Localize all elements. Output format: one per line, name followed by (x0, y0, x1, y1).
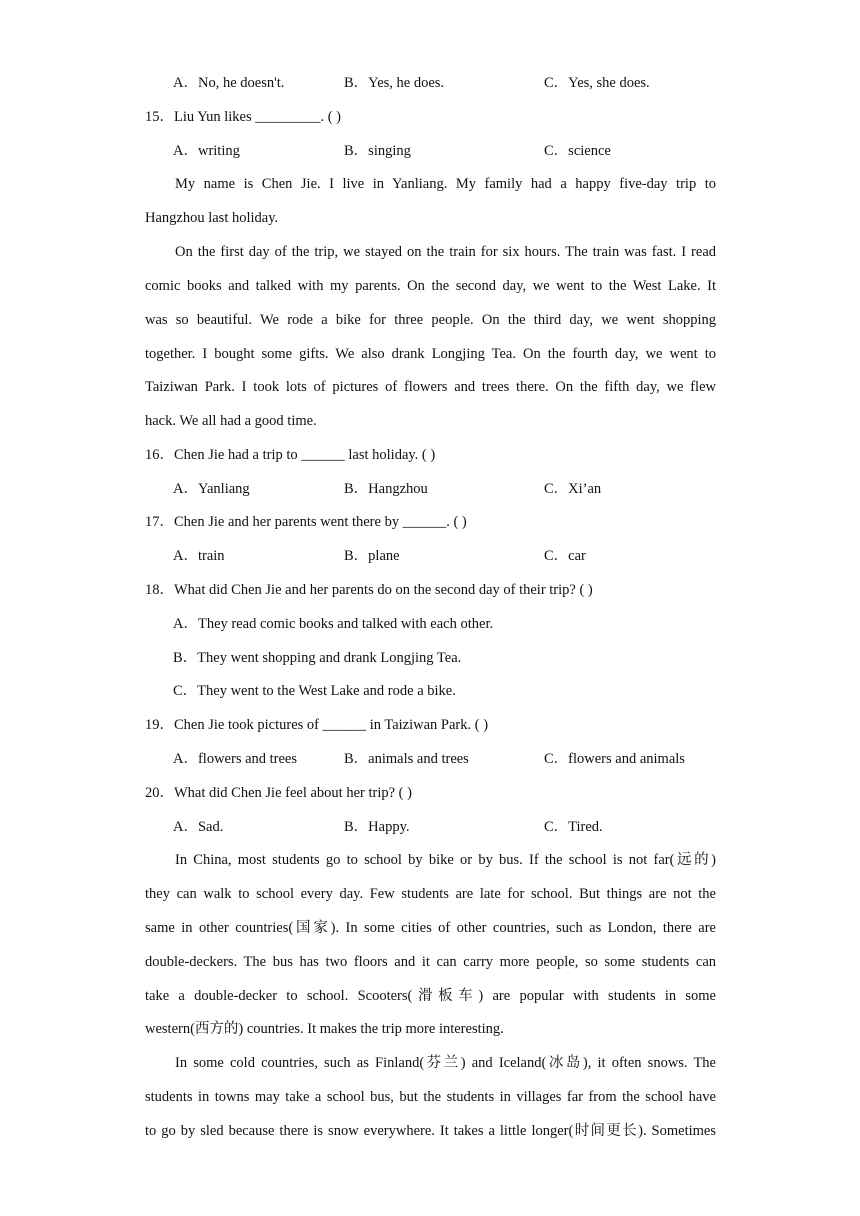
q15-option-c: C．science (544, 143, 611, 159)
q14-option-c: C．Yes, she does. (544, 75, 650, 91)
q17-option-c: C．car (544, 548, 586, 564)
q16-option-c: C．Xi’an (544, 481, 602, 497)
q16-stem: 16．Chen Jie had a trip to ______ last holiday. ( ) (145, 447, 436, 463)
q14-option-b: B．Yes, he does. (344, 75, 445, 91)
passage2-line: was so beautiful. We rode a bike for three people. On the third day, we went shopping (145, 312, 716, 328)
q16-option-a: A．Yanliang (173, 481, 250, 497)
q18-stem: 18．What did Chen Jie and her parents do on the second day of their trip? ( ) (145, 582, 593, 598)
passage2-line: Hangzhou last holiday. (145, 210, 279, 226)
passage2-line: together. I bought some gifts. We also drank Longjing Tea. On the fourth day, we went to (145, 346, 716, 362)
q20-option-c: C．Tired. (544, 819, 603, 835)
passage3-line: In some cold countries, such as Finland(芬兰) and Iceland(冰岛), it often snows. The (175, 1055, 716, 1071)
passage3-line: to go by sled because there is snow everywhere. It takes a little longer(时间更长). Sometimes (145, 1123, 716, 1139)
q14-option-a: A．No, he doesn't. (173, 75, 285, 91)
q15-option-a: A．writing (173, 143, 240, 159)
q15-stem: 15．Liu Yun likes _________. ( ) (145, 109, 342, 125)
q20-option-a: A．Sad. (173, 819, 224, 835)
passage2-line: On the first day of the trip, we stayed on the train for six hours. The train was fast. I read (175, 244, 716, 260)
q17-option-a: A．train (173, 548, 225, 564)
passage2-line: comic books and talked with my parents. On the second day, we went to the West Lake. It (145, 278, 716, 294)
q19-option-b: B．animals and trees (344, 751, 469, 767)
q15-option-b: B．singing (344, 143, 411, 159)
q16-option-b: B．Hangzhou (344, 481, 428, 497)
passage3-line: In China, most students go to school by bike or by bus. If the school is not far(远的) (175, 852, 716, 868)
passage3-line: western(西方的) countries. It makes the trip more interesting. (145, 1021, 504, 1037)
passage3-line: same in other countries(国家). In some cities of other countries, such as London, there are (145, 920, 716, 936)
q18-option-b: B．They went shopping and drank Longjing Tea. (173, 650, 462, 666)
passage2-line: hack. We all had a good time. (145, 413, 317, 429)
q19-option-a: A．flowers and trees (173, 751, 298, 767)
q18-option-c: C．They went to the West Lake and rode a bike. (173, 683, 456, 699)
q17-option-b: B．plane (344, 548, 400, 564)
passage2-line: My name is Chen Jie. I live in Yanliang. My family had a happy five-day trip to (175, 176, 716, 192)
passage3-line: double-deckers. The bus has two floors and it can carry more people, so some students can (145, 954, 716, 970)
q20-stem: 20．What did Chen Jie feel about her trip? ( ) (145, 785, 412, 801)
q20-option-b: B．Happy. (344, 819, 410, 835)
q19-stem: 19．Chen Jie took pictures of ______ in Taiziwan Park. ( ) (145, 717, 489, 733)
q19-option-c: C．flowers and animals (544, 751, 685, 767)
passage3-line: take a double-decker to school. Scooters(滑板车) are popular with students in some (145, 988, 716, 1004)
passage3-line: they can walk to school every day. Few students are late for school. But things are not the (145, 886, 716, 902)
passage3-line: students in towns may take a school bus, but the students in villages far from the school have (145, 1089, 716, 1105)
q17-stem: 17．Chen Jie and her parents went there by ______. ( ) (145, 514, 467, 530)
q18-option-a: A．They read comic books and talked with each other. (173, 616, 494, 632)
passage2-line: Taiziwan Park. I took lots of pictures of flowers and trees there. On the fifth day, we flew (145, 379, 716, 395)
